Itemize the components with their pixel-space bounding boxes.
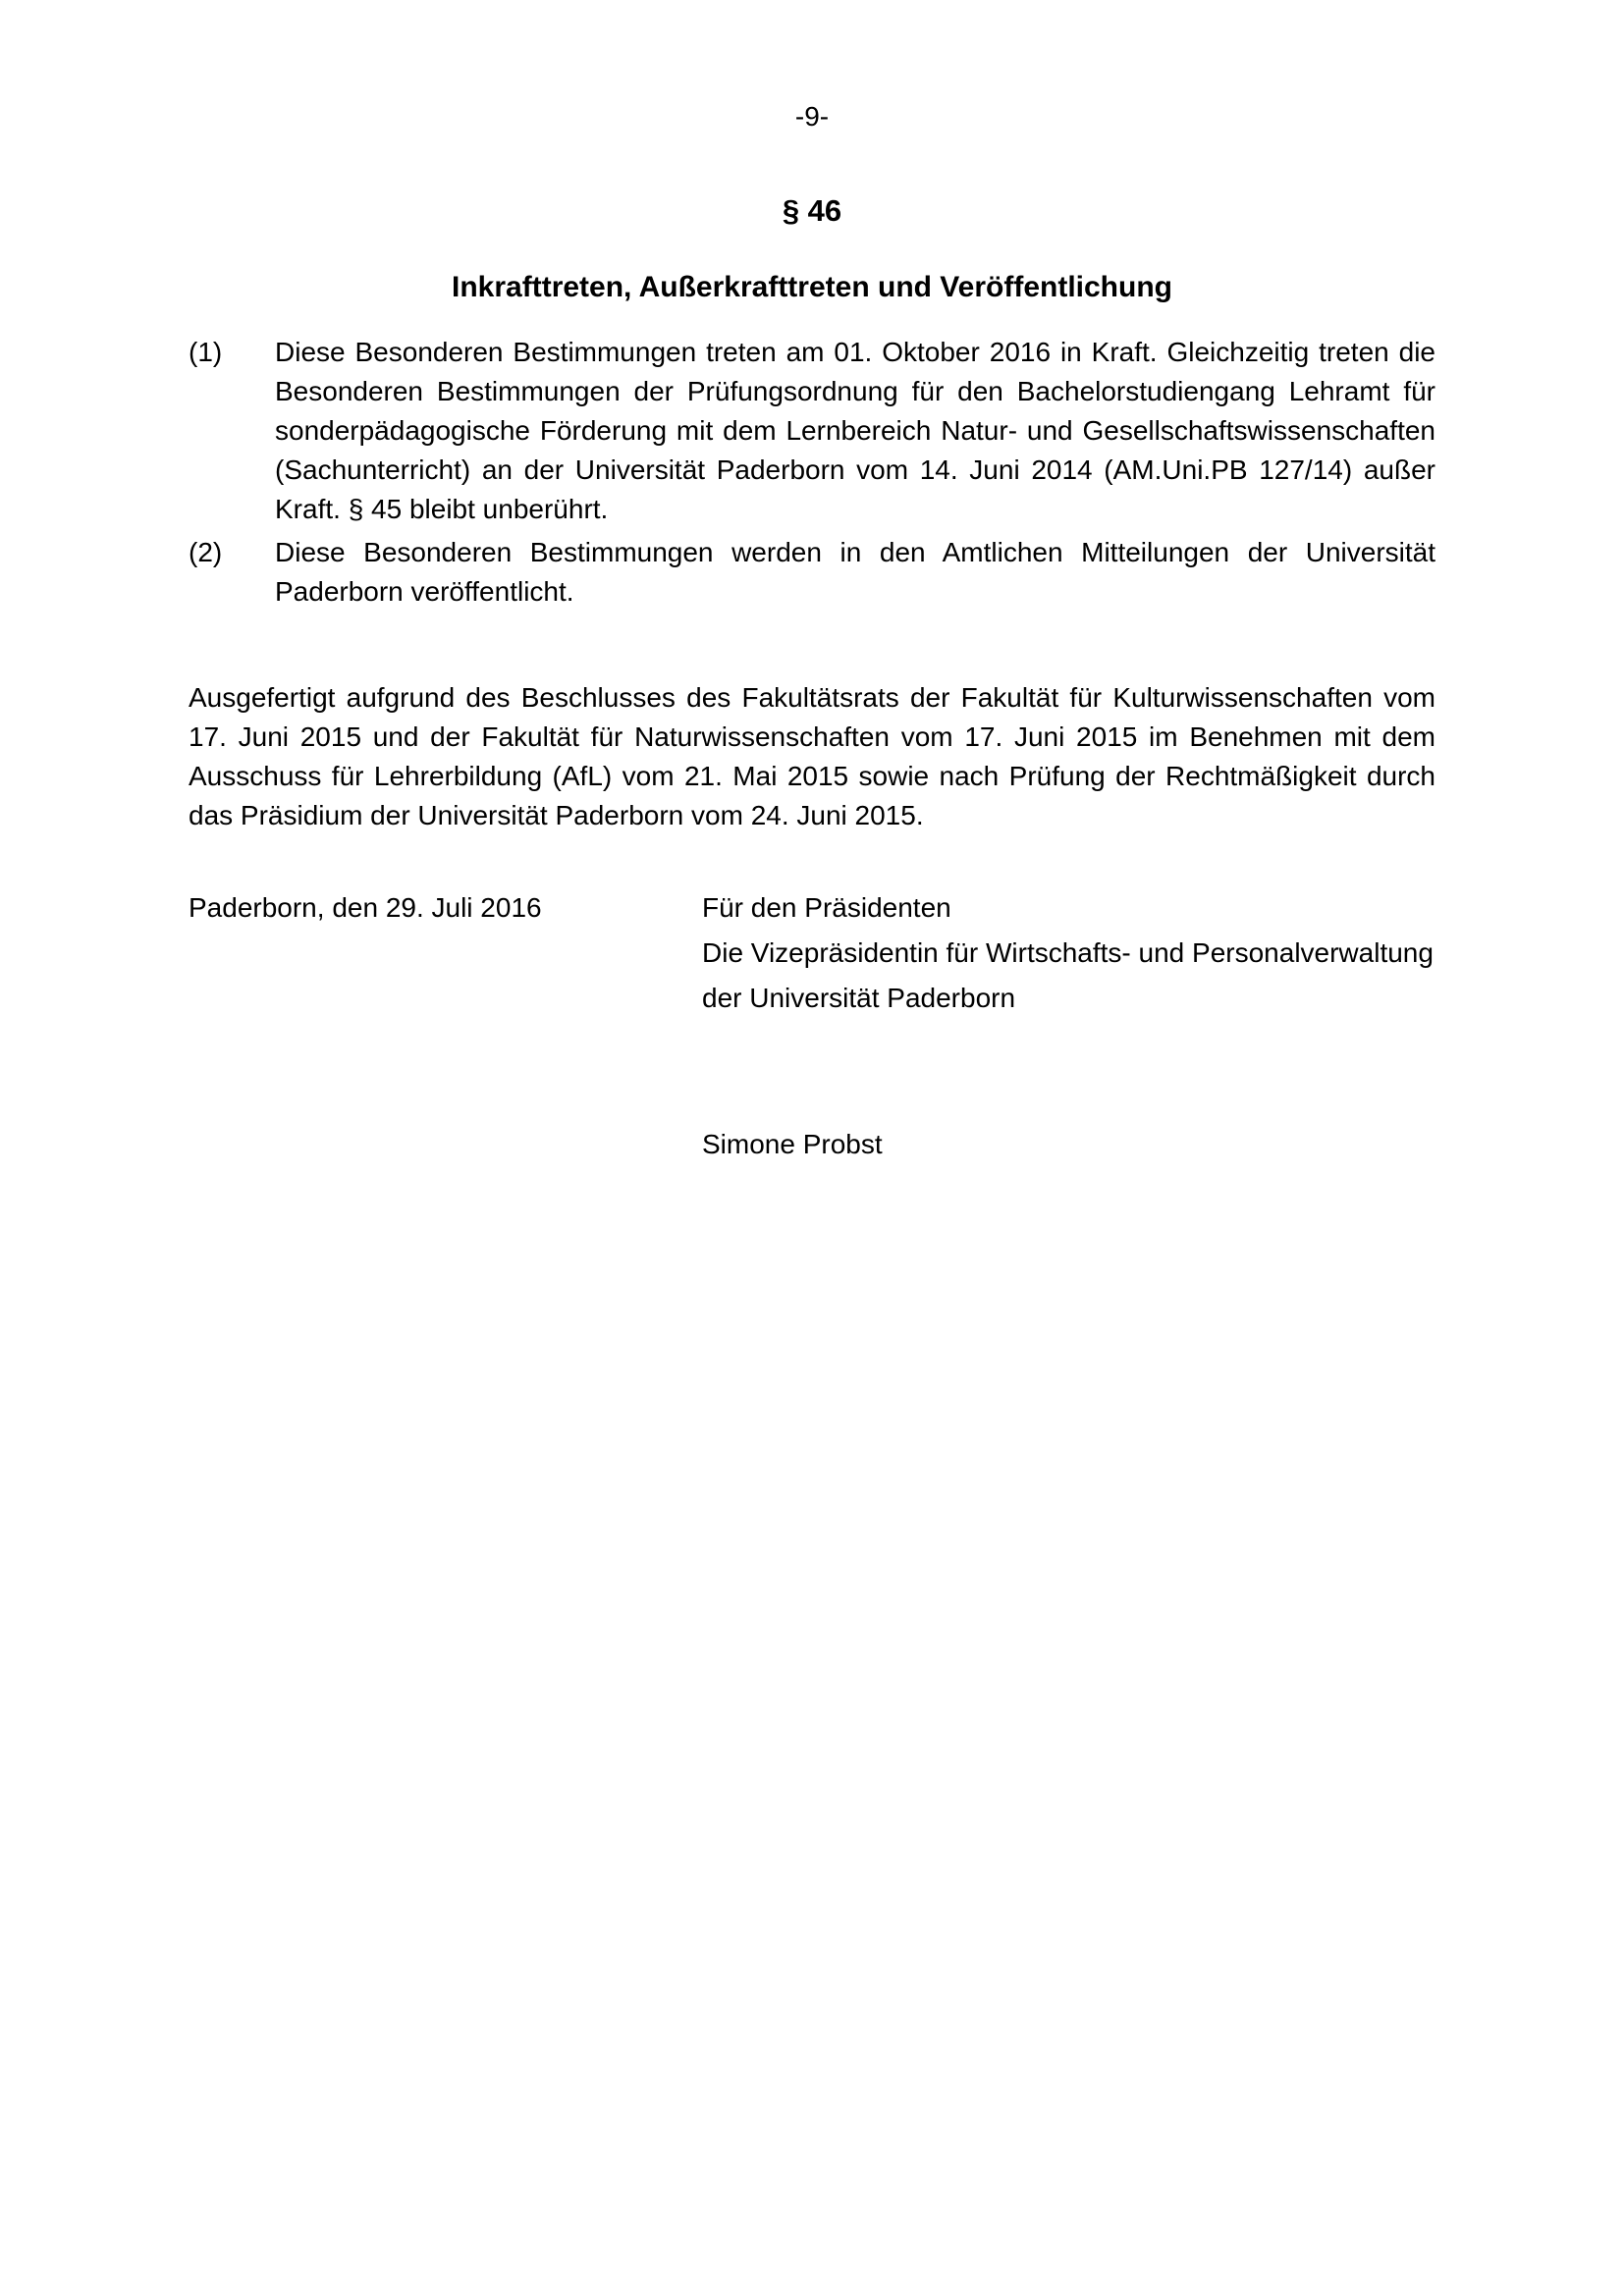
numbered-paragraph-2 <box>189 533 1435 612</box>
signer-role-line-1: Für den Präsidenten <box>702 892 951 923</box>
numbered-paragraph-1 <box>189 333 1435 529</box>
page-number: -9- <box>794 101 830 132</box>
signer-role-line-3: der Universität Paderborn <box>702 983 1016 1013</box>
paragraph-1-number: (1) <box>189 337 223 367</box>
signer-role-line-2: Die Vizepräsidentin für Wirtschafts- und Personalverwaltung <box>702 937 1434 968</box>
signer-role-lines <box>702 885 1478 1021</box>
paragraph-2-text: Diese Besonderen Bestimmungen werden in den Amtlichen Mitteilungen der Universität Paderborn veröffentlicht. <box>275 537 1435 607</box>
paragraph-1-text: Diese Besonderen Bestimmungen treten am 01. Oktober 2016 in Kraft. Gleichzeitig treten die Besonderen Bestimmungen der Prüfungsordnung für den Bachelorstudiengang Lehramt für sonderpädagogische Förderung mit dem Lernbereich Natur- und Gesellschaftswissenschaften (Sachunterricht) an der Universität Paderborn vom 14. Juni 2014 (AM.Uni.PB 127/14) außer Kraft. § 45 bleibt unberührt. <box>275 337 1435 524</box>
closing-paragraph: Ausgefertigt aufgrund des Beschlusses des Fakultätsrats der Fakultät für Kulturwissenschaften vom 17. Juni 2015 und der Fakultät für Naturwissenschaften vom 17. Juni 2015 im Benehmen mit dem Ausschuss für Lehrerbildung (AfL) vom 21. Mai 2015 sowie nach Prüfung der Rechtmäßigkeit durch das Präsidium der Universität Paderborn vom 24. Juni 2015. <box>189 682 1435 830</box>
signer-name: Simone Probst <box>702 1129 883 1159</box>
section-title: Inkrafttreten, Außerkrafttreten und Veröffentlichung <box>452 271 1172 303</box>
place-date: Paderborn, den 29. Juli 2016 <box>189 892 542 923</box>
paragraph-2-number: (2) <box>189 537 223 567</box>
section-heading: § 46 <box>782 193 842 228</box>
